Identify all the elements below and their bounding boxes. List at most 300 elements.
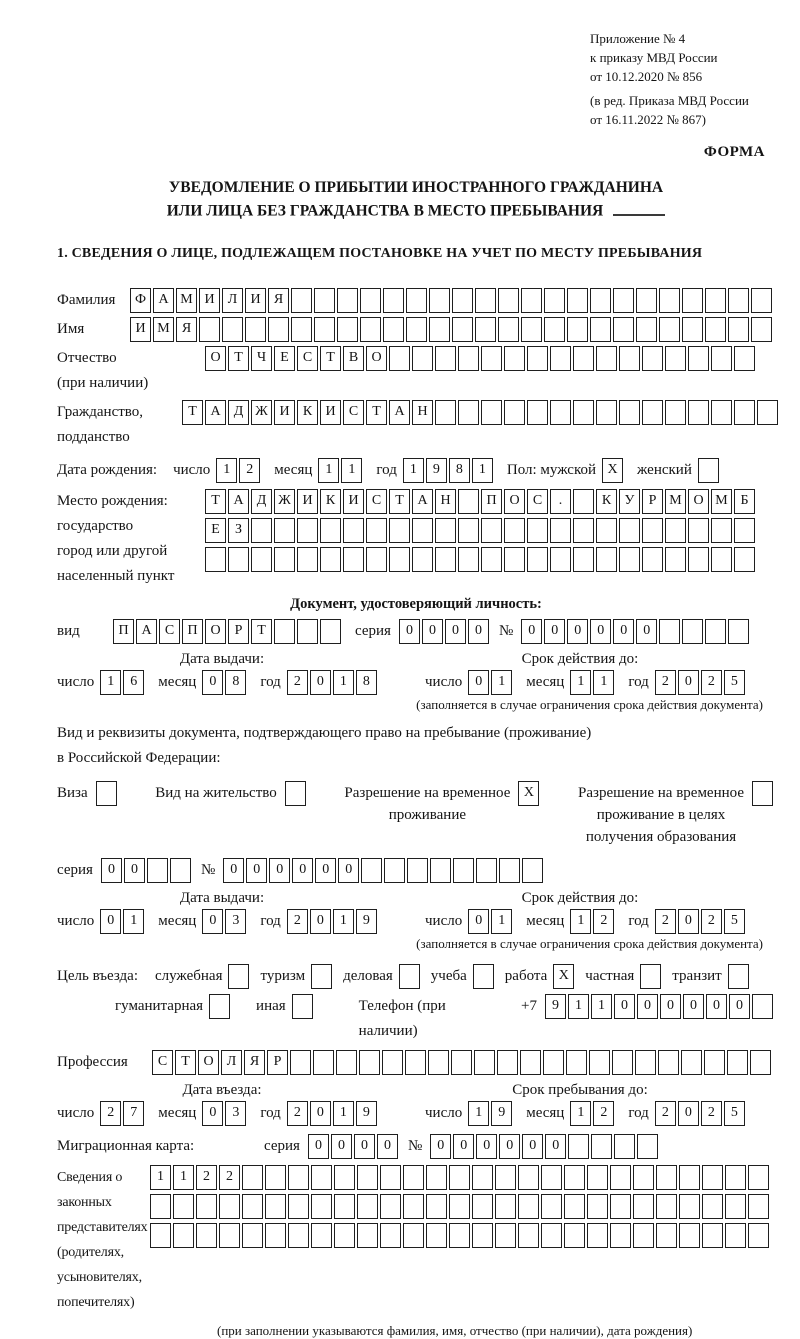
- char-cell[interactable]: [504, 400, 525, 425]
- char-cell[interactable]: [679, 1165, 700, 1190]
- char-cell[interactable]: Л: [222, 288, 243, 313]
- char-cell[interactable]: [702, 1165, 723, 1190]
- char-cell[interactable]: 0: [101, 858, 122, 883]
- char-cell[interactable]: 0: [468, 670, 489, 695]
- char-cell[interactable]: [199, 317, 220, 342]
- char-cell[interactable]: [429, 317, 450, 342]
- char-cell[interactable]: [389, 346, 410, 371]
- char-cell[interactable]: 1: [472, 458, 493, 483]
- char-cell[interactable]: [498, 317, 519, 342]
- char-cell[interactable]: 0: [331, 1134, 352, 1159]
- char-cell[interactable]: 0: [310, 670, 331, 695]
- birth-month-boxes[interactable]: [318, 458, 364, 483]
- char-cell[interactable]: Я: [244, 1050, 265, 1075]
- char-cell[interactable]: 0: [430, 1134, 451, 1159]
- char-cell[interactable]: [522, 858, 543, 883]
- char-cell[interactable]: 2: [287, 909, 308, 934]
- char-cell[interactable]: Д: [228, 400, 249, 425]
- char-cell[interactable]: 0: [223, 858, 244, 883]
- char-cell[interactable]: [728, 964, 749, 989]
- char-cell[interactable]: [458, 346, 479, 371]
- char-cell[interactable]: [711, 400, 732, 425]
- char-cell[interactable]: [550, 518, 571, 543]
- char-cell[interactable]: [751, 317, 772, 342]
- char-cell[interactable]: 0: [678, 1101, 699, 1126]
- char-cell[interactable]: Д: [251, 489, 272, 514]
- char-cell[interactable]: [568, 1134, 589, 1159]
- char-cell[interactable]: [751, 288, 772, 313]
- char-cell[interactable]: [451, 1050, 472, 1075]
- char-cell[interactable]: X: [518, 781, 539, 806]
- char-cell[interactable]: 0: [338, 858, 359, 883]
- char-cell[interactable]: [150, 1194, 171, 1219]
- char-cell[interactable]: А: [412, 489, 433, 514]
- char-cell[interactable]: С: [152, 1050, 173, 1075]
- char-cell[interactable]: [527, 547, 548, 572]
- char-cell[interactable]: [725, 1223, 746, 1248]
- char-cell[interactable]: [380, 1165, 401, 1190]
- char-cell[interactable]: 9: [356, 909, 377, 934]
- char-cell[interactable]: А: [228, 489, 249, 514]
- char-cell[interactable]: [361, 858, 382, 883]
- char-cell[interactable]: [150, 1223, 171, 1248]
- char-cell[interactable]: [590, 317, 611, 342]
- char-cell[interactable]: 1: [333, 1101, 354, 1126]
- char-cell[interactable]: [382, 1050, 403, 1075]
- char-cell[interactable]: 0: [246, 858, 267, 883]
- char-cell[interactable]: М: [665, 489, 686, 514]
- temp-residence-edu-checkbox[interactable]: [752, 781, 775, 806]
- char-cell[interactable]: К: [596, 489, 617, 514]
- char-cell[interactable]: П: [182, 619, 203, 644]
- char-cell[interactable]: [449, 1194, 470, 1219]
- char-cell[interactable]: [292, 994, 313, 1019]
- char-cell[interactable]: [567, 317, 588, 342]
- char-cell[interactable]: [196, 1194, 217, 1219]
- purpose-private-checkbox[interactable]: [640, 964, 663, 989]
- char-cell[interactable]: 1: [570, 909, 591, 934]
- char-cell[interactable]: К: [297, 400, 318, 425]
- char-cell[interactable]: [359, 1050, 380, 1075]
- char-cell[interactable]: [633, 1223, 654, 1248]
- char-cell[interactable]: 5: [724, 1101, 745, 1126]
- char-cell[interactable]: [596, 518, 617, 543]
- char-cell[interactable]: [748, 1165, 769, 1190]
- char-cell[interactable]: 5: [724, 670, 745, 695]
- migration-series-boxes[interactable]: [308, 1134, 400, 1159]
- char-cell[interactable]: [665, 547, 686, 572]
- char-cell[interactable]: Ж: [274, 489, 295, 514]
- char-cell[interactable]: И: [199, 288, 220, 313]
- char-cell[interactable]: [265, 1223, 286, 1248]
- birth-place-row1-boxes[interactable]: [205, 489, 757, 514]
- char-cell[interactable]: [452, 317, 473, 342]
- profession-boxes[interactable]: [152, 1050, 773, 1075]
- doc-series-boxes[interactable]: [399, 619, 491, 644]
- char-cell[interactable]: 0: [544, 619, 565, 644]
- char-cell[interactable]: 0: [590, 619, 611, 644]
- char-cell[interactable]: [564, 1165, 585, 1190]
- char-cell[interactable]: [219, 1194, 240, 1219]
- char-cell[interactable]: [389, 518, 410, 543]
- char-cell[interactable]: М: [711, 489, 732, 514]
- char-cell[interactable]: С: [366, 489, 387, 514]
- char-cell[interactable]: [725, 1165, 746, 1190]
- phone-boxes[interactable]: [545, 994, 775, 1019]
- char-cell[interactable]: [705, 288, 726, 313]
- char-cell[interactable]: Т: [175, 1050, 196, 1075]
- char-cell[interactable]: 2: [655, 909, 676, 934]
- char-cell[interactable]: 0: [614, 994, 635, 1019]
- char-cell[interactable]: 1: [341, 458, 362, 483]
- representatives-row2-boxes[interactable]: [150, 1194, 771, 1219]
- sex-female-checkbox[interactable]: [698, 458, 721, 483]
- char-cell[interactable]: Р: [642, 489, 663, 514]
- char-cell[interactable]: 2: [655, 670, 676, 695]
- char-cell[interactable]: [242, 1223, 263, 1248]
- char-cell[interactable]: [573, 489, 594, 514]
- char-cell[interactable]: [734, 400, 755, 425]
- char-cell[interactable]: 2: [701, 1101, 722, 1126]
- char-cell[interactable]: [495, 1223, 516, 1248]
- char-cell[interactable]: [274, 518, 295, 543]
- char-cell[interactable]: И: [274, 400, 295, 425]
- char-cell[interactable]: 5: [724, 909, 745, 934]
- char-cell[interactable]: И: [343, 489, 364, 514]
- char-cell[interactable]: 0: [399, 619, 420, 644]
- char-cell[interactable]: [752, 994, 773, 1019]
- char-cell[interactable]: [313, 1050, 334, 1075]
- char-cell[interactable]: Б: [734, 489, 755, 514]
- char-cell[interactable]: А: [136, 619, 157, 644]
- char-cell[interactable]: 0: [468, 909, 489, 934]
- char-cell[interactable]: [688, 518, 709, 543]
- char-cell[interactable]: [642, 400, 663, 425]
- char-cell[interactable]: Т: [320, 346, 341, 371]
- char-cell[interactable]: 8: [449, 458, 470, 483]
- char-cell[interactable]: [311, 1194, 332, 1219]
- char-cell[interactable]: [504, 518, 525, 543]
- char-cell[interactable]: 0: [453, 1134, 474, 1159]
- char-cell[interactable]: [656, 1194, 677, 1219]
- char-cell[interactable]: [472, 1223, 493, 1248]
- char-cell[interactable]: [748, 1194, 769, 1219]
- char-cell[interactable]: [619, 547, 640, 572]
- char-cell[interactable]: 0: [521, 619, 542, 644]
- char-cell[interactable]: [665, 346, 686, 371]
- char-cell[interactable]: [473, 964, 494, 989]
- char-cell[interactable]: [596, 547, 617, 572]
- char-cell[interactable]: [251, 518, 272, 543]
- char-cell[interactable]: [334, 1223, 355, 1248]
- char-cell[interactable]: [544, 288, 565, 313]
- char-cell[interactable]: [596, 400, 617, 425]
- char-cell[interactable]: [711, 518, 732, 543]
- char-cell[interactable]: [343, 547, 364, 572]
- char-cell[interactable]: П: [113, 619, 134, 644]
- char-cell[interactable]: 2: [655, 1101, 676, 1126]
- char-cell[interactable]: [688, 547, 709, 572]
- char-cell[interactable]: 2: [593, 909, 614, 934]
- char-cell[interactable]: 1: [468, 1101, 489, 1126]
- char-cell[interactable]: 0: [202, 670, 223, 695]
- char-cell[interactable]: И: [130, 317, 151, 342]
- char-cell[interactable]: [521, 288, 542, 313]
- char-cell[interactable]: Я: [176, 317, 197, 342]
- char-cell[interactable]: [495, 1165, 516, 1190]
- char-cell[interactable]: [728, 317, 749, 342]
- char-cell[interactable]: [288, 1194, 309, 1219]
- char-cell[interactable]: [520, 1050, 541, 1075]
- char-cell[interactable]: 9: [545, 994, 566, 1019]
- residence-number-boxes[interactable]: [223, 858, 545, 883]
- char-cell[interactable]: Е: [274, 346, 295, 371]
- purpose-transit-checkbox[interactable]: [728, 964, 751, 989]
- char-cell[interactable]: [407, 858, 428, 883]
- char-cell[interactable]: [543, 1050, 564, 1075]
- char-cell[interactable]: [613, 288, 634, 313]
- birth-place-row3-boxes[interactable]: [205, 547, 757, 572]
- char-cell[interactable]: [242, 1165, 263, 1190]
- doc-number-boxes[interactable]: [521, 619, 751, 644]
- char-cell[interactable]: [196, 1223, 217, 1248]
- char-cell[interactable]: [383, 288, 404, 313]
- char-cell[interactable]: 1: [568, 994, 589, 1019]
- residence-issue-day-boxes[interactable]: [100, 909, 146, 934]
- char-cell[interactable]: [481, 400, 502, 425]
- char-cell[interactable]: Ф: [130, 288, 151, 313]
- char-cell[interactable]: 0: [567, 619, 588, 644]
- visa-checkbox[interactable]: [96, 781, 119, 806]
- char-cell[interactable]: О: [205, 619, 226, 644]
- char-cell[interactable]: 7: [123, 1101, 144, 1126]
- char-cell[interactable]: [728, 288, 749, 313]
- char-cell[interactable]: [245, 317, 266, 342]
- char-cell[interactable]: [384, 858, 405, 883]
- char-cell[interactable]: [752, 781, 773, 806]
- char-cell[interactable]: [481, 346, 502, 371]
- char-cell[interactable]: [702, 1194, 723, 1219]
- char-cell[interactable]: [573, 346, 594, 371]
- char-cell[interactable]: [288, 1165, 309, 1190]
- char-cell[interactable]: [619, 400, 640, 425]
- char-cell[interactable]: [682, 619, 703, 644]
- char-cell[interactable]: [688, 346, 709, 371]
- char-cell[interactable]: [642, 346, 663, 371]
- char-cell[interactable]: [498, 288, 519, 313]
- char-cell[interactable]: [265, 1165, 286, 1190]
- char-cell[interactable]: 8: [225, 670, 246, 695]
- char-cell[interactable]: [406, 317, 427, 342]
- stay-day-boxes[interactable]: [468, 1101, 514, 1126]
- purpose-other-checkbox[interactable]: [292, 994, 315, 1019]
- char-cell[interactable]: [636, 317, 657, 342]
- char-cell[interactable]: [403, 1165, 424, 1190]
- char-cell[interactable]: [219, 1223, 240, 1248]
- char-cell[interactable]: [610, 1223, 631, 1248]
- char-cell[interactable]: 1: [216, 458, 237, 483]
- char-cell[interactable]: [596, 346, 617, 371]
- char-cell[interactable]: [757, 400, 778, 425]
- char-cell[interactable]: [314, 288, 335, 313]
- doc-type-boxes[interactable]: [113, 619, 343, 644]
- char-cell[interactable]: [290, 1050, 311, 1075]
- char-cell[interactable]: [495, 1194, 516, 1219]
- purpose-humanitarian-checkbox[interactable]: [209, 994, 232, 1019]
- char-cell[interactable]: [320, 619, 341, 644]
- char-cell[interactable]: [566, 1050, 587, 1075]
- char-cell[interactable]: 0: [422, 619, 443, 644]
- char-cell[interactable]: [613, 317, 634, 342]
- char-cell[interactable]: [428, 1050, 449, 1075]
- char-cell[interactable]: [412, 547, 433, 572]
- char-cell[interactable]: [336, 1050, 357, 1075]
- identity-issue-month-boxes[interactable]: [202, 670, 248, 695]
- char-cell[interactable]: Т: [366, 400, 387, 425]
- char-cell[interactable]: [635, 1050, 656, 1075]
- char-cell[interactable]: [679, 1223, 700, 1248]
- char-cell[interactable]: 0: [636, 619, 657, 644]
- char-cell[interactable]: [357, 1194, 378, 1219]
- char-cell[interactable]: [334, 1194, 355, 1219]
- surname-boxes[interactable]: [130, 288, 774, 313]
- char-cell[interactable]: 0: [706, 994, 727, 1019]
- char-cell[interactable]: [633, 1194, 654, 1219]
- char-cell[interactable]: [412, 518, 433, 543]
- char-cell[interactable]: О: [198, 1050, 219, 1075]
- char-cell[interactable]: [705, 619, 726, 644]
- char-cell[interactable]: [564, 1194, 585, 1219]
- char-cell[interactable]: [383, 317, 404, 342]
- identity-expiry-month-boxes[interactable]: [570, 670, 616, 695]
- char-cell[interactable]: [452, 288, 473, 313]
- char-cell[interactable]: Т: [205, 489, 226, 514]
- char-cell[interactable]: [435, 400, 456, 425]
- entry-day-boxes[interactable]: [100, 1101, 146, 1126]
- char-cell[interactable]: [711, 346, 732, 371]
- char-cell[interactable]: [222, 317, 243, 342]
- char-cell[interactable]: 0: [468, 619, 489, 644]
- char-cell[interactable]: 0: [729, 994, 750, 1019]
- char-cell[interactable]: [274, 619, 295, 644]
- char-cell[interactable]: 0: [308, 1134, 329, 1159]
- char-cell[interactable]: [527, 346, 548, 371]
- identity-issue-year-boxes[interactable]: [287, 670, 379, 695]
- char-cell[interactable]: 0: [315, 858, 336, 883]
- char-cell[interactable]: 0: [100, 909, 121, 934]
- char-cell[interactable]: 0: [683, 994, 704, 1019]
- char-cell[interactable]: [285, 781, 306, 806]
- char-cell[interactable]: Я: [268, 288, 289, 313]
- purpose-work-checkbox[interactable]: [553, 964, 576, 989]
- char-cell[interactable]: [426, 1165, 447, 1190]
- char-cell[interactable]: [734, 518, 755, 543]
- char-cell[interactable]: 8: [356, 670, 377, 695]
- char-cell[interactable]: [698, 458, 719, 483]
- char-cell[interactable]: [173, 1223, 194, 1248]
- stay-year-boxes[interactable]: [655, 1101, 747, 1126]
- char-cell[interactable]: [659, 619, 680, 644]
- char-cell[interactable]: [637, 1134, 658, 1159]
- char-cell[interactable]: М: [153, 317, 174, 342]
- char-cell[interactable]: [297, 619, 318, 644]
- char-cell[interactable]: [659, 288, 680, 313]
- char-cell[interactable]: [642, 547, 663, 572]
- char-cell[interactable]: 1: [333, 670, 354, 695]
- residence-expiry-year-boxes[interactable]: [655, 909, 747, 934]
- char-cell[interactable]: [610, 1165, 631, 1190]
- citizenship-boxes[interactable]: [182, 400, 780, 425]
- char-cell[interactable]: М: [176, 288, 197, 313]
- char-cell[interactable]: [550, 400, 571, 425]
- char-cell[interactable]: [170, 858, 191, 883]
- purpose-tourism-checkbox[interactable]: [311, 964, 334, 989]
- char-cell[interactable]: [173, 1194, 194, 1219]
- char-cell[interactable]: [297, 518, 318, 543]
- char-cell[interactable]: 9: [491, 1101, 512, 1126]
- representatives-row1-boxes[interactable]: [150, 1165, 771, 1190]
- char-cell[interactable]: [656, 1223, 677, 1248]
- char-cell[interactable]: [399, 964, 420, 989]
- char-cell[interactable]: Н: [435, 489, 456, 514]
- purpose-commercial-checkbox[interactable]: [399, 964, 422, 989]
- char-cell[interactable]: А: [153, 288, 174, 313]
- char-cell[interactable]: 1: [491, 909, 512, 934]
- char-cell[interactable]: [453, 858, 474, 883]
- char-cell[interactable]: О: [504, 489, 525, 514]
- char-cell[interactable]: [665, 400, 686, 425]
- char-cell[interactable]: [619, 518, 640, 543]
- char-cell[interactable]: [702, 1223, 723, 1248]
- residence-series-boxes[interactable]: [101, 858, 193, 883]
- char-cell[interactable]: 2: [196, 1165, 217, 1190]
- char-cell[interactable]: 3: [225, 1101, 246, 1126]
- char-cell[interactable]: О: [205, 346, 226, 371]
- char-cell[interactable]: 0: [354, 1134, 375, 1159]
- char-cell[interactable]: [360, 288, 381, 313]
- char-cell[interactable]: Л: [221, 1050, 242, 1075]
- char-cell[interactable]: 0: [377, 1134, 398, 1159]
- residence-expiry-day-boxes[interactable]: [468, 909, 514, 934]
- char-cell[interactable]: [209, 994, 230, 1019]
- entry-month-boxes[interactable]: [202, 1101, 248, 1126]
- char-cell[interactable]: [642, 518, 663, 543]
- char-cell[interactable]: [311, 964, 332, 989]
- char-cell[interactable]: [380, 1194, 401, 1219]
- char-cell[interactable]: [589, 1050, 610, 1075]
- char-cell[interactable]: [658, 1050, 679, 1075]
- char-cell[interactable]: [291, 317, 312, 342]
- char-cell[interactable]: [228, 964, 249, 989]
- char-cell[interactable]: [610, 1194, 631, 1219]
- char-cell[interactable]: Т: [228, 346, 249, 371]
- char-cell[interactable]: [541, 1223, 562, 1248]
- char-cell[interactable]: [251, 547, 272, 572]
- char-cell[interactable]: [705, 317, 726, 342]
- char-cell[interactable]: .: [550, 489, 571, 514]
- name-boxes[interactable]: [130, 317, 774, 342]
- char-cell[interactable]: 0: [545, 1134, 566, 1159]
- char-cell[interactable]: 0: [310, 909, 331, 934]
- char-cell[interactable]: З: [228, 518, 249, 543]
- char-cell[interactable]: [640, 964, 661, 989]
- char-cell[interactable]: 0: [660, 994, 681, 1019]
- char-cell[interactable]: 1: [173, 1165, 194, 1190]
- char-cell[interactable]: [406, 288, 427, 313]
- char-cell[interactable]: 1: [570, 670, 591, 695]
- char-cell[interactable]: 1: [333, 909, 354, 934]
- char-cell[interactable]: Р: [228, 619, 249, 644]
